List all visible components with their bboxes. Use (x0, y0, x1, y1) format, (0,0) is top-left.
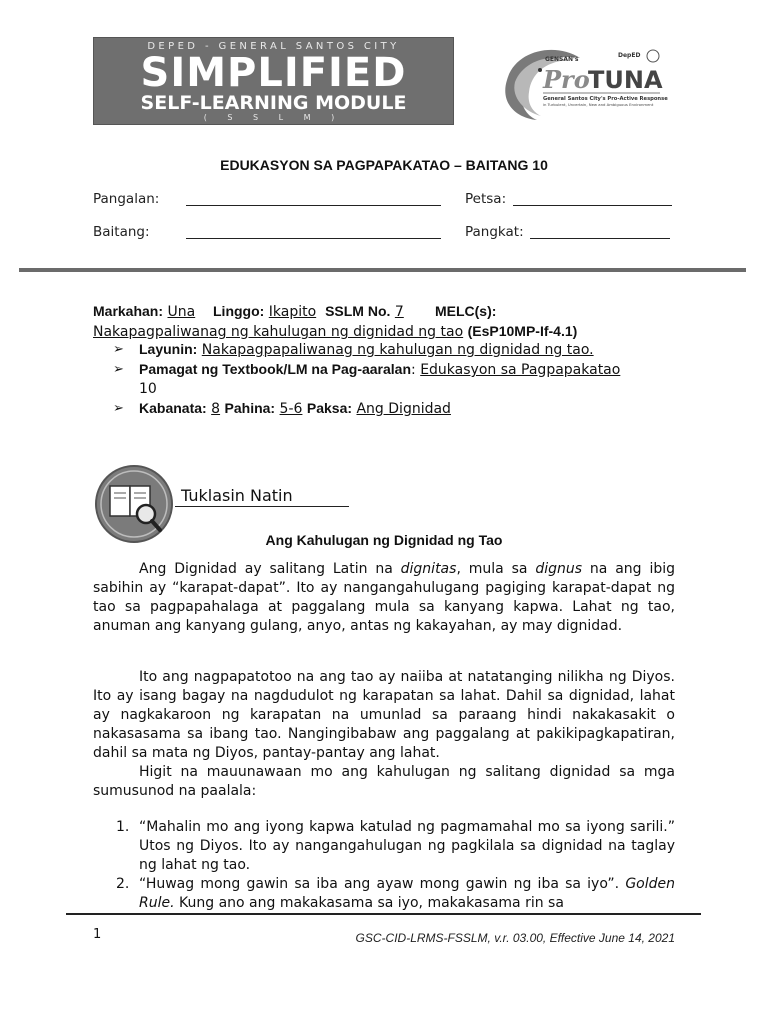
logo-pro: Pro (543, 65, 590, 94)
list-item (113, 399, 683, 419)
pamagat-value: Edukasyon sa Pagpapakatao (420, 362, 621, 378)
sslm-banner (93, 37, 454, 125)
paalala-list (93, 818, 675, 913)
pamagat-value-grade: 10 (139, 381, 157, 397)
article-title: Ang Kahulugan ng Dignidad ng Tao (265, 532, 503, 548)
sslm-label: SSLM No. (325, 303, 391, 319)
list-text-a: “Huwag mong gawin sa iba ang ayaw mong gawin ng iba sa iyo”. (139, 876, 626, 892)
markahan-label: Markahan: (93, 303, 164, 319)
p1-text-b: , mula sa (456, 561, 536, 577)
p1-text-a: Ang Dignidad ay salitang Latin na (139, 561, 401, 577)
list-item: ➢ Pamagat ng Textbook/LM na Pag-aaralan: Edukasyon sa Pagpapakatao 10 (113, 361, 621, 397)
kabanata-value: 8 (211, 401, 221, 417)
date-field[interactable] (513, 205, 672, 206)
arrow-bullet-icon: ➢ (113, 342, 124, 357)
list-number: 1. (116, 819, 130, 835)
paragraph-1 (93, 560, 675, 636)
logo-gensan: GENSAN's (545, 56, 579, 63)
linggo-value: Ikapito (268, 304, 317, 320)
banner-top-text: DEPED - GENERAL SANTOS CITY (147, 41, 400, 52)
grade-label: Baitang: (93, 224, 150, 240)
pamagat-label: Pamagat ng Textbook/LM na Pag-aaralan (139, 361, 412, 377)
p1-dignitas: dignitas (400, 561, 457, 577)
date-label: Petsa: (465, 191, 507, 207)
page-number: 1 (93, 927, 102, 942)
banner-title: SIMPLIFIED (140, 50, 407, 96)
list-item (93, 875, 675, 913)
section-title-underline (175, 506, 349, 507)
p3-text: Higit na mauunawaan mo ang kahulugan ng salitang dignidad sa mga sumusunod na paalala: (93, 764, 675, 799)
list-item (93, 818, 675, 875)
sslm-value: 7 (394, 304, 404, 320)
list-text: “Mahalin mo ang iyong kapwa katulad ng pagmamahal mo sa iyong sarili.” Utos ng Diyos. Ito ay nangangahulugan ng pagkilala sa dignidad na taglay ng lahat ng tao. (139, 819, 675, 873)
protuna-logo (485, 40, 675, 130)
footer-reference: GSC-CID-LRMS-FSSLM, v.r. 03.00, Effective June 14, 2021 (355, 931, 675, 945)
layunin-value: Nakapagpapaliwanag ng kahulugan ng dignidad ng tao. (201, 342, 594, 358)
linggo-label: Linggo: (213, 303, 265, 319)
subject-title: EDUKASYON SA PAGPAPAKATAO – BAITANG 10 (220, 157, 548, 173)
melc-code: (EsP10MP-If-4.1) (467, 323, 578, 339)
paksa-value: Ang Dignidad (356, 401, 451, 417)
list-text-italic: Golden Rule. (139, 876, 675, 911)
p1-text-c: na ang ibig sabihin ay “karapat-dapat”. Ito ay nangangahulugang pagiging karapat-dapat ng tao sa pagpapahalaga at paggalang mula sa kanyang kapwa. Lahat ng tao, anuman ang kanyang gulang, anyo, antas ng kakayahan, ay may dignidad. (93, 561, 675, 634)
p1-dignus: dignus (535, 561, 583, 577)
section-title: Tuklasin Natin (181, 486, 293, 505)
list-text-b: Kung ano ang makakasama sa iyo, makakasama rin sa (174, 895, 564, 911)
section-field[interactable] (530, 238, 670, 239)
pahina-value: 5-6 (279, 401, 303, 417)
arrow-bullet-icon: ➢ (113, 362, 124, 377)
deped-seal-icon (647, 50, 659, 62)
kabanata-label: Kabanata: (139, 400, 207, 416)
banner-abbrev: ( S S L M ) (203, 113, 344, 122)
list-number: 2. (116, 876, 130, 892)
paragraph-2 (93, 668, 675, 801)
melc-label: MELC(s): (434, 303, 497, 319)
paksa-label: Paksa: (306, 400, 353, 416)
name-field[interactable] (186, 205, 441, 206)
module-meta (93, 302, 683, 342)
logo-deped: DepED (618, 52, 641, 59)
markahan-value: Una (167, 304, 196, 320)
list-item (113, 340, 683, 360)
logo-tagline-2: in Turbulent, Uncertain, New and Ambiguous Environment (543, 102, 654, 107)
arrow-bullet-icon: ➢ (113, 401, 124, 416)
logo-tagline-1: General Santos City's Pro-Active Response (543, 96, 668, 102)
lesson-details (113, 340, 683, 419)
name-label: Pangalan: (93, 191, 160, 207)
section-label: Pangkat: (465, 224, 524, 240)
logo-tuna: TUNA (588, 66, 663, 94)
footer-divider (66, 913, 701, 915)
p2-text: Ito ang nagpapatotoo na ang tao ay naiiba at natatanging nilikha ng Diyos. Ito ay isang bagay na nagdudulot ng karapatan sa lahat. Dahil sa dignidad, lahat ay nagkakaroon ng karapatan na umunlad sa paraang hindi nakakasakit o nakasasama sa ibang tao. Nangingibabaw ang paggalang at pakikipagkapatiran, dahil sa mata ng Diyos, pantay-pantay ang lahat. (93, 669, 675, 761)
layunin-label: Layunin: (139, 341, 198, 357)
grade-field[interactable] (186, 238, 441, 239)
melc-value: Nakapagpaliwanag ng kahulugan ng dignidad ng tao (93, 324, 464, 340)
pahina-label: Pahina: (224, 400, 276, 416)
header-divider (19, 268, 746, 272)
banner-subtitle: SELF-LEARNING MODULE (140, 92, 407, 114)
